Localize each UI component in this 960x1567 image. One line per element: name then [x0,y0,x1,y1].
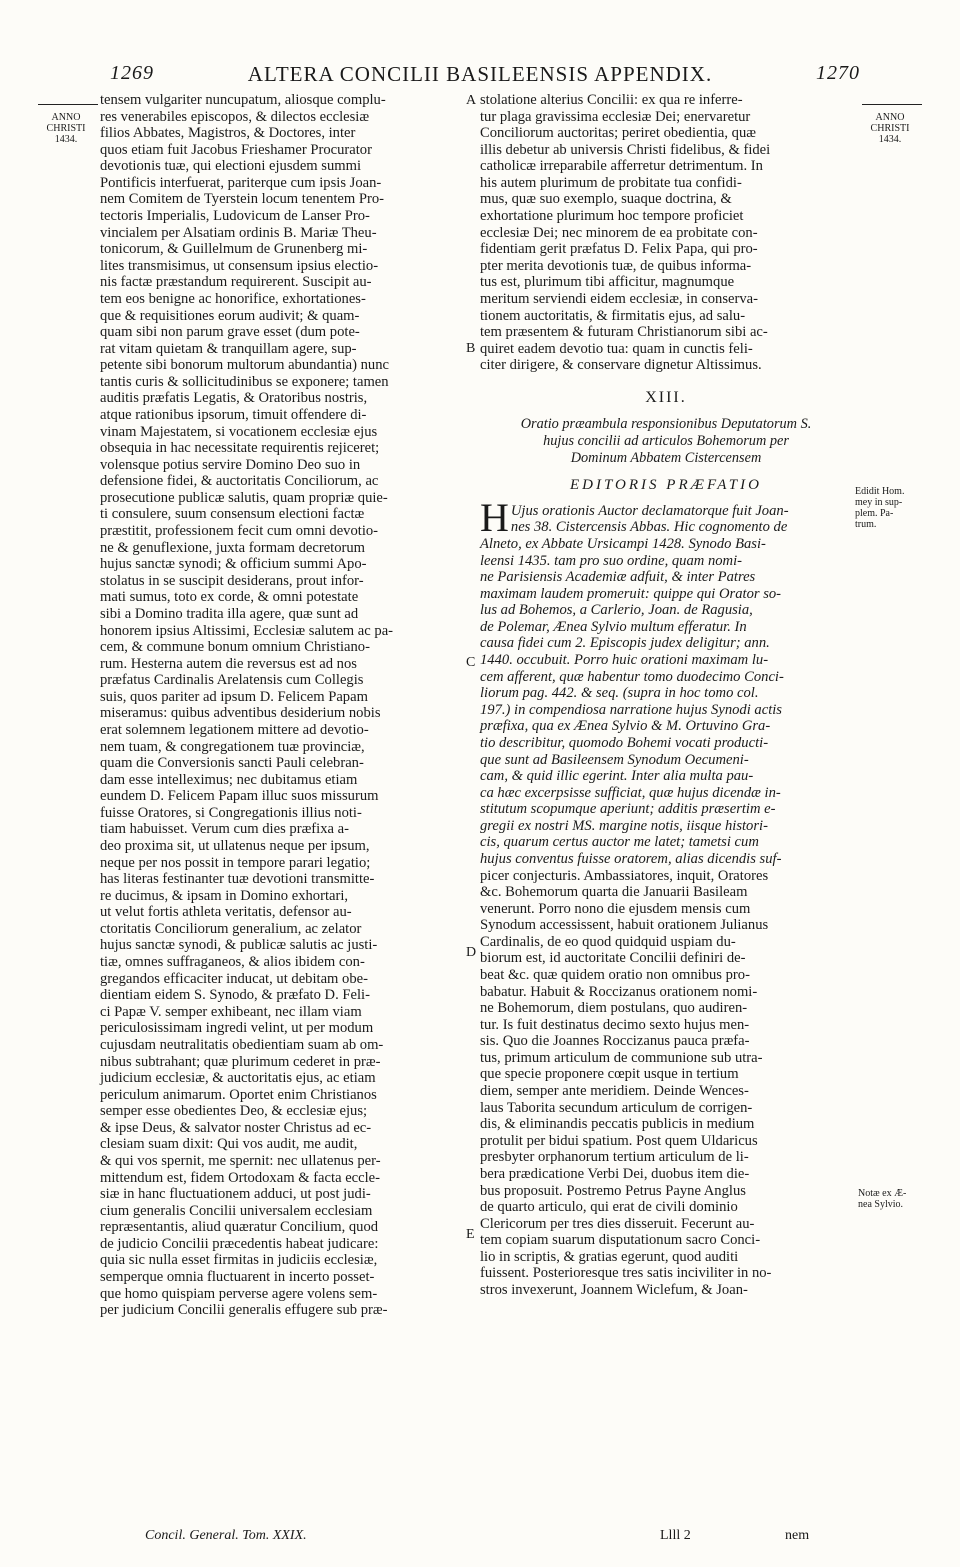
text-line: mittendum est, fidem Ortodoxam & facta eccle- [100,1169,381,1186]
text-line: liorum pag. 442. & seq. (supra in hoc tomo col. [480,685,759,702]
text-line: tem præsentem & futuram Christianorum sibi ac- [480,324,768,341]
text-line: nes 38. Cistercensis Abbas. Hic cognomento de [510,519,788,536]
text-line: sibi a Domino tradita illa agere, quæ sunt ad [100,605,359,622]
text-line: nis factæ præstandum requirerent. Suscipit au- [100,274,372,291]
text-line: que & requisitiones eorum audivit; & quam- [100,307,360,324]
editoris-praefatio-heading: EDITORIS PRÆFATIO [570,476,762,493]
text-line: rat vitam quietam & tranquillam agere, sup- [100,340,357,357]
text-line: ne & genuflexione, juxta formam decretorum [100,539,366,556]
text-line: clesiam suam dixit: Qui vos audit, me audit, [100,1136,358,1153]
text-line: mus, quæ suo exemplo, suaque doctrina, & [480,191,732,208]
text-line: obsequia in hac necessitate requirentis rejiceret; [100,440,380,457]
text-line: periculum animarum. Oportet enim Christianos [100,1086,377,1103]
oration-title [480,416,852,467]
oration-title-line: Dominum Abbatem Cistercensem [570,449,762,466]
text-line: præfixa, qua ex Ænea Sylvio & M. Ortuvino Gra- [480,718,771,735]
right-column [480,92,852,1299]
text-line: tus, primum articulum de communione sub utra- [480,1049,763,1066]
text-line: judicium ecclesiæ, & auctoritatis ejus, ac etiam [100,1070,376,1087]
text-line: babatur. Habuit & Roccizanus orationem nomi- [480,983,758,1000]
margin-christi: CHRISTI [46,123,86,134]
text-line: stolatus in se suscipit desiderans, prout infor- [100,572,364,589]
text-line: Ujus orationis Auctor declamatorque fuit Joan- [510,502,789,519]
text-line: & ipse Deus, & salvator noster Christus ad ec- [100,1119,372,1136]
text-line: dam esse intelleximus; nec dubitamus etiam [100,771,358,788]
text-line: dientiam eidem S. Synodo, & præfato D. Feli- [100,987,370,1004]
text-line: petente sibi bonorum multorum abundantia) nunc [100,357,389,374]
text-line: tus est, plurimum tibi afficitur, magnumque [480,274,735,291]
margin-note-line: trum. [855,519,877,530]
margin-note-line: mey in sup- [855,497,903,508]
text-line: neque per nos possit in tempore parari legatio; [100,854,371,871]
oration-title-line: hujus concilii ad articulos Bohemorum per [543,432,789,449]
text-line: tiam habuisset. Verum cum dies præfixa a- [100,821,349,838]
text-line: volensque potius servire Domino Deo suo in [100,456,361,473]
text-line: ecclesiæ Dei; nec minorem de ea probitate con- [480,224,758,241]
text-line: præstitit, professionem fecit cum omni devotio- [100,523,379,540]
text-line: fidentiam gerit præfatus D. Felix Papa, qui pro- [480,241,758,258]
text-line: que specie proponere cœpit usque in tertium [480,1066,739,1083]
text-line: pter merita devotionis tuæ, de quibus informa- [480,257,752,274]
text-line: tonicorum, & Guillelmum de Grunenberg mi- [100,241,368,258]
text-line: fuissent. Posterioresque tres satis inciviliter in no- [480,1265,772,1282]
text-line: Cardinalis, de eo quod quidquid uspiam du- [480,933,736,950]
text-line: eundem D. Felicem Papam illuc suos missurum [100,788,379,805]
text-line: cium generalis Concilii universalem ecclesiam [100,1202,373,1219]
notae-margin-note [858,1188,930,1210]
text-line: de Polemar, Ænea Sylvio multum efferatur. In [480,618,747,635]
text-line: picer conjecturis. Ambassiatores, inquit, Oratores [480,867,769,884]
text-line: per judicium Concilii generalis effugere sub præ- [100,1302,388,1319]
text-line: maximam laudem promeruit: quippe qui Orator so- [480,585,782,602]
text-line: repræsentantis, aliud quæratur Concilium, quod [100,1219,379,1236]
running-title: ALTERA CONCILII BASILEENSIS APPENDIX. [247,62,713,86]
margin-note-line: Notæ ex Æ- [858,1188,907,1199]
text-line: gregandos efficaciter inducat, ut debitam obe- [100,970,368,987]
edidit-margin-note [855,486,927,530]
text-line: meritum serviendi eidem ecclesiæ, in conserva- [480,290,758,307]
text-line: tantis curis & sollicitudinibus se exponere; tamen [100,373,389,390]
text-line: semperque omnia fluctuarent in incerto posset- [100,1269,375,1286]
text-line: hujus sanctæ synodi, & publicæ salutis ac justi- [100,937,378,954]
text-line: prosecutione publicæ salutis, quam propriæ quie- [100,489,388,506]
text-line: de quarto articulo, qui erat de civili dominio [480,1199,738,1216]
text-line: 1440. occubuit. Porro huic orationi maximam lu- [480,652,769,669]
footer-volume: Concil. General. Tom. XXIX. [145,1528,307,1543]
text-line: causa fidei cum 2. Episcopis judex deligitur; ann. [480,635,770,652]
left-margin-year-note [36,112,96,145]
preface-body [480,494,852,1299]
oration-title-line: Oratio præambula responsionibus Deputatorum S. [520,415,812,432]
text-line: lio in scriptis, & gratias egerunt, quod auditi [480,1248,739,1265]
text-line: vincialem per Alsatiam ordinis B. Mariæ Theu- [100,224,377,241]
text-line: hujus sanctæ synodi; & officium summi Apo- [100,556,367,573]
text-line: presbyter orphanorum tertium articulum de li- [480,1149,749,1166]
text-line: & qui vos spernit, me spernit: nec ullatenus per- [100,1153,381,1169]
section-number: XIII. [645,388,687,406]
text-line: dis, & eliminandis peccatis publicis in medium [480,1116,755,1133]
running-header [100,62,860,90]
text-line: Conciliorum auctoritas; periret obedientia, quæ [480,125,756,142]
text-line: tur plaga gravissima ecclesiæ Dei; enervaretur [480,108,751,125]
section-marker: D [466,945,477,960]
page-number-right: 1270 [816,62,860,84]
text-line: beat &c. quæ quidem oratio non omnibus pro- [480,967,750,984]
margin-year: 1434. [878,134,902,145]
text-line: filios Abbates, Magistros, & Doctores, inter [100,125,356,142]
text-line: periculosissimam ingredi velint, ut per modum [100,1020,374,1037]
text-line: ci Papæ V. semper exhibeant, nec illam viam [100,1003,362,1020]
right-margin-year-note [860,112,920,145]
text-line: honorem ipsius Altissimi, Ecclesiæ salutem ac pa- [100,622,394,639]
text-line: lites transmisimus, ut consensum ipsius electio- [100,257,379,274]
text-line: ca hæc excerpsisse sufficiat, quæ hujus dicendæ in- [480,784,781,801]
text-line: vinam Majestatem, si vocationem ecclesiæ ejus [100,423,378,440]
text-line: quiret eadem devotio tua: quam in cunctis feli- [480,340,753,357]
text-line: res venerabiles episcopos, & dilectos ecclesiæ [100,108,370,125]
text-line: mati sumus, toto ex corde, & omni potestate [100,589,359,606]
text-line: biorum est, id auctoritate Concilii definiri de- [480,950,746,967]
text-line: que sunt ad Basileensem Synodum Oecumeni- [480,751,749,768]
text-line: tensem vulgariter nuncupatum, aliosque complu- [100,92,386,108]
margin-note-line: Edidit Hom. [855,486,905,497]
text-line: tem copiam suarum disputationum sacro Conci- [480,1232,761,1249]
text-line: bera prædicatione Verbi Dei, duobus item die- [480,1165,750,1182]
section-marker: B [466,341,476,356]
text-line: nibus subtrahant; quæ plurimum cederet in præ- [100,1053,381,1070]
text-line: protulit per bidui spatium. Post quem Uldaricus [480,1132,758,1149]
section-marker: C [466,655,476,670]
text-line: atque rationibus ipsorum, timuit offendere di- [100,406,367,423]
text-line: stitutum scopumque aperiunt; additis præsertim e- [480,801,776,818]
text-line: lus ad Bohemos, a Carlerio, Joan. de Ragusia, [480,602,753,619]
margin-note-line: plem. Pa- [855,508,894,519]
text-line: nem Comitem de Tyerstein locum tenentem Pro- [100,191,385,208]
text-line: semper esse obedientes Deo, & ecclesiæ ejus; [100,1103,368,1120]
text-line: quam die Conversionis sancti Pauli celebran- [100,755,364,772]
text-line: tem eos benigne ac honorifice, exhortationes- [100,290,366,307]
margin-anno: ANNO [875,112,905,123]
text-line: tionem auctoritatis, & firmitatis ejus, ad salu- [480,307,746,324]
text-line: venerunt. Porro nono die ejusdem mensis cum [480,900,751,917]
text-line: erat solemnem legationem mittere ad devotio- [100,721,369,738]
text-line: suis, quos pariter ad ipsum D. Felicem Papam [100,688,368,705]
text-line: quos etiam fuit Jacobus Frieshamer Procurator [100,141,372,158]
text-line: ti consulere, suum consensum electioni factæ [100,506,365,523]
text-line: cis, quarum certus auctor me latet; tametsi cum [480,834,759,851]
text-line: deo proxima sit, ut ullatenus neque per ipsum, [100,838,370,855]
text-line: 197.) in compendiosa narratione hujus Synodi actis [480,701,782,718]
text-line: Alneto, ex Abbate Ursicampi 1428. Synodo Basi- [480,535,766,552]
text-line: bus proposuit. Postremo Petrus Payne Anglus [480,1182,746,1199]
text-line: laus Taborita secundum articulum de corrigen- [480,1099,753,1116]
text-line: exhortatione plurimum hoc tempore proficiet [480,208,744,225]
text-line: tio describitur, quomodo Bohemi vocati producti- [480,734,769,751]
letter-conclusion [480,92,852,374]
text-line: catholicæ irreparabile afferretur detrimentum. In [480,158,763,175]
text-line: que homo quispiam perverse agere volens sem- [100,1285,378,1302]
text-line: citer dirigere, & conservare dignetur Altissimus. [480,357,762,374]
footer-catchword: nem [785,1528,810,1543]
text-line: diem, semper ante meridiem. Deinde Wences- [480,1083,749,1100]
section-marker: E [466,1227,475,1242]
section-marker: A [466,93,477,108]
drop-cap: H [480,494,509,540]
right-margin-rule [862,104,922,105]
text-line: tectoris Imperialis, Ludovicum de Lanser Pro- [100,208,370,225]
text-line: cam, & quid illic egerint. Inter alia multa pau- [480,768,754,785]
page-number-left: 1269 [110,62,154,84]
text-line: tiæ, omnes suffraganeos, & alios ibidem con- [100,954,365,971]
text-line: rum. Hesterna autem die reversus est ad nos [100,655,357,672]
text-line: tur. Is fuit destinatus decimo sexto hujus men- [480,1016,750,1033]
left-column [100,92,475,1319]
left-margin-rule [38,104,98,105]
text-line: ut velut fortis athleta veritatis, defensor au- [100,904,352,921]
text-line: &c. Bohemorum quarta die Januarii Basileam [480,884,748,901]
text-line: stolatione alterius Concilii: ex qua re inferre- [480,92,743,108]
text-line: devotionis tuæ, qui electioni ejusdem summi [100,158,362,175]
text-line: his autem plurimum de probitate tua confidi- [480,174,742,191]
text-line: Pontificis interfuerat, pariterque cum ipsis Joan- [100,174,382,191]
text-line: de judicio Concilii præcedentis habeat judicare: [100,1235,379,1252]
text-line: cujusdam neutralitatis obedientiam suam ab om- [100,1036,384,1053]
text-line: siæ in hanc fluctuationem adduci, ut post judi- [100,1186,371,1203]
text-line: miseramus: quibus adventibus desiderium nobis [100,705,381,722]
text-line: auditis præfatis Legatis, & Oratoribus nostris, [100,390,368,407]
text-line: gregii ex nostri MS. margine notis, iisque histori- [480,817,768,834]
margin-note-line: nea Sylvio. [858,1199,903,1210]
text-line: hujus conventus fuisse oratorem, alias dicendis suf- [480,850,782,867]
text-line: nem tuam, & congregationem tuæ provinciæ, [100,738,365,755]
text-line: Clericorum per tres dies disseruit. Fecerunt au- [480,1215,755,1232]
text-line: ne Bohemorum, diem postulans, quo audiren- [480,1000,748,1017]
margin-anno: ANNO [51,112,81,123]
text-line: sis. Quo die Joannes Roccizanus pauca præfa- [480,1033,750,1050]
text-line: præfatus Cardinalis Arelatensis cum Collegis [100,672,364,689]
text-line: quia sic nulla esset firmitas in judiciis ecclesiæ, [100,1252,378,1269]
text-line: quam sibi non parum grave esset (dum pote- [100,324,360,341]
margin-year: 1434. [54,134,78,145]
text-line: Synodum accessissent, habuit orationem Julianus [480,917,769,934]
footer-signature: Llll 2 [660,1528,691,1543]
text-line: has literas festinanter tuæ devotioni transmitte- [100,871,375,888]
text-line: fuisse Oratores, si Congregationis illius noti- [100,804,362,821]
text-line: ctoritatis Conciliorum generalium, ac zelator [100,920,362,937]
text-line: cem, & commune bonum omnium Christiano- [100,639,370,656]
text-line: ne Parisiensis Academiæ adfuit, & inter Patres [480,569,756,586]
text-line: stros invexerunt, Joannem Wiclefum, & Joan- [480,1282,748,1298]
text-line: illis debetur ab universis Christi fidelibus, & fidei [480,141,771,158]
margin-christi: CHRISTI [870,123,910,134]
text-line: leensi 1435. tam pro suo ordine, quam nomi- [480,552,742,569]
text-line: cem afferent, quæ habentur tomo duodecimo Conci- [480,668,784,685]
text-line: re ducimus, & ipsam in Domino exhortari, [100,887,349,904]
text-line: defensione fidei, & auctoritatis Conciliorum, ac [100,473,379,490]
